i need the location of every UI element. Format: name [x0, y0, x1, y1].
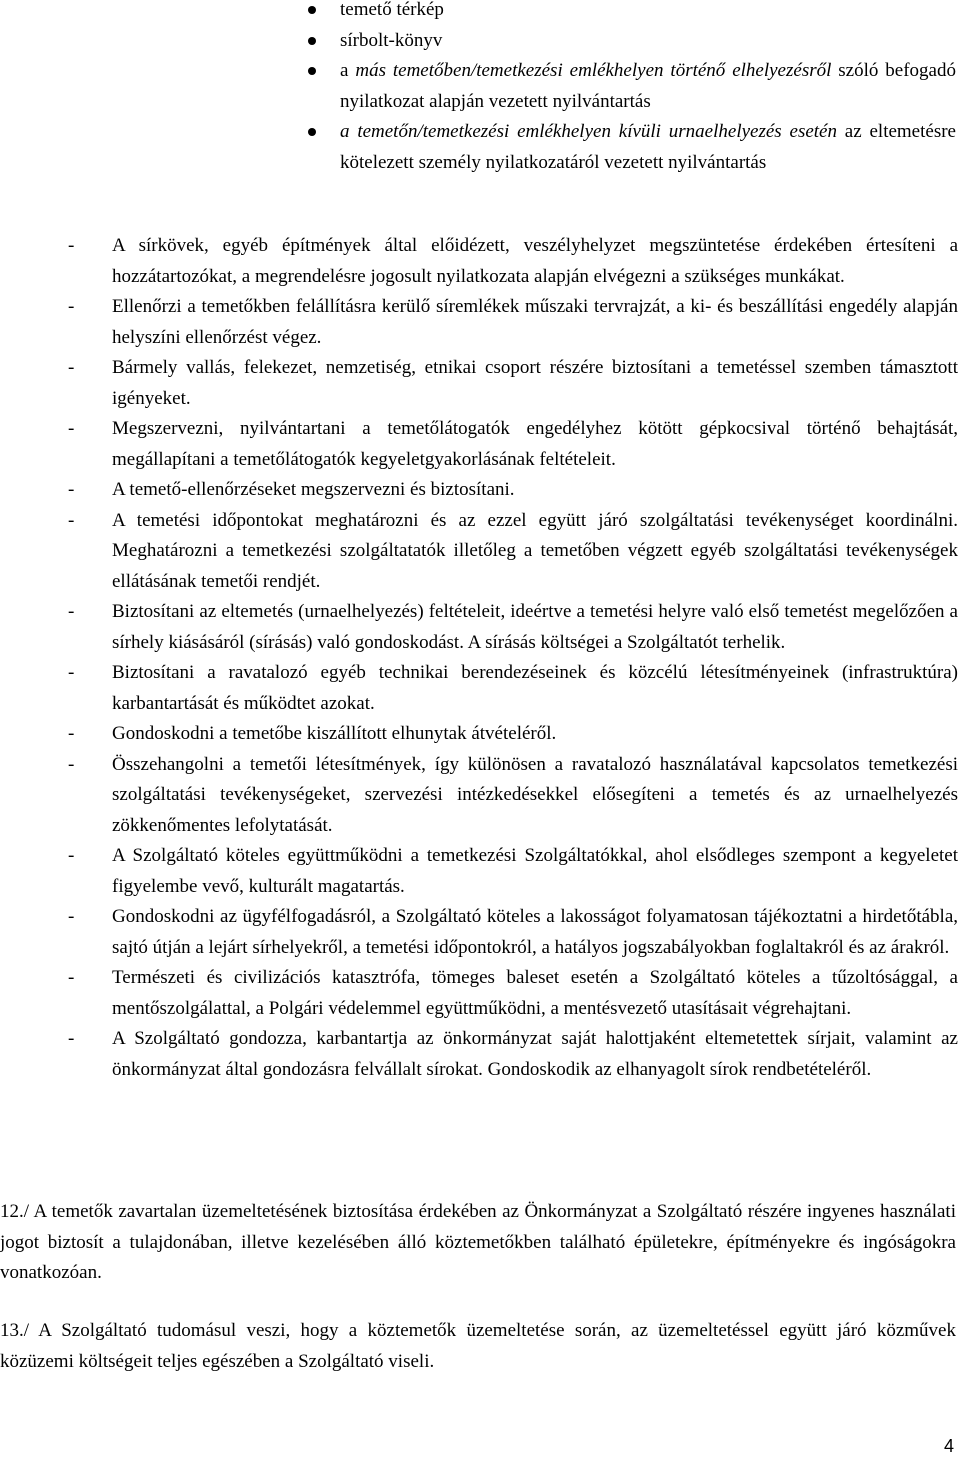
- dash-item-text: A temetési időpontokat meghatározni és az ezzel együtt járó szolgáltatási tevékenységet koordinálni. Meghatározni a temetkezési szolgáltatatók illetőleg a temetőben végzett egyéb szolgáltatási tevékenységek ellátásának temetői rendjét.: [112, 509, 958, 592]
- dash-marker: -: [68, 509, 75, 531]
- bullet-item: [340, 117, 956, 178]
- bullet-text-italic: más temetőben/temetkezési emlékhelyen történő elhelyezésről: [355, 60, 832, 81]
- paragraph-12: 12./ A temetők zavartalan üzemeltetésének biztosítása érdekében az Önkormányzat a Szolgáltató részére ingyenes használati jogot biztosít a tulajdonában, illetve kezelésében álló köztemetőkben található épületekre, építményekre és ingóságokra vonatkozóan.: [0, 1201, 956, 1283]
- dash-marker: -: [68, 296, 75, 317]
- dash-marker: -: [68, 601, 75, 622]
- bullet-list: [340, 0, 956, 178]
- dash-item-text: Összehangolni a temetői létesítmények, így különösen a ravatalozó használatával kapcsolatos temetkezési szolgáltatási tevékenységeket, szervezési intézkedésekkel elősegíteni a temetés és az urnaelhelyezés zökkenőmentes lefolytatását.: [112, 753, 958, 836]
- dash-item: [0, 963, 960, 1024]
- bullet-dot-icon: [308, 6, 316, 14]
- dash-item-text: Természeti és civilizációs katasztrófa, tömeges baleset esetén a Szolgáltató köteles a tűzoltósággal, a mentőszolgálattal, a Polgári védelemmel együttműködni, a mentésvezető utasításait végrehajtani.: [112, 967, 958, 1019]
- bullet-item: [340, 56, 956, 117]
- bullet-text: sírbolt-könyv: [340, 29, 443, 51]
- dash-marker: -: [68, 662, 75, 683]
- bullet-text-post: szóló befogadó nyilatkozat alapján vezetett nyilvántartás: [340, 60, 956, 112]
- bullet-text-italic: a temetőn/temetkezési emlékhelyen kívüli urnaelhelyezés esetén: [340, 121, 837, 142]
- bullet-item: [340, 26, 956, 57]
- bullet-text-post: az eltemetésre kötelezett személy nyilatkozatáról vezetett nyilvántartás: [340, 121, 956, 173]
- dash-marker: -: [68, 479, 75, 500]
- dash-marker: -: [68, 753, 75, 775]
- dash-item-text: A Szolgáltató köteles együttműködni a temetkezési Szolgáltatókkal, ahol elsődleges szempont a kegyeletet figyelembe vevő, kulturált magatartás.: [112, 845, 958, 897]
- dash-item: [0, 292, 960, 353]
- dash-item: [0, 750, 960, 842]
- dash-marker: -: [68, 1028, 75, 1049]
- dash-item: [0, 902, 960, 963]
- dash-item-text: A temető-ellenőrzéseket megszervezni és biztosítani.: [112, 479, 515, 500]
- dash-item: [0, 1024, 960, 1085]
- page-number: 4: [943, 1436, 954, 1456]
- dash-marker: -: [68, 967, 75, 988]
- dash-marker: -: [68, 235, 75, 256]
- bullet-dot-icon: [308, 67, 316, 75]
- dash-item-text: Bármely vallás, felekezet, nemzetiség, etnikai csoport részére biztosítani a temetéssel szemben támasztott igényeket.: [112, 357, 958, 409]
- dash-item: [0, 506, 960, 598]
- dash-item-text: Gondoskodni az ügyfélfogadásról, a Szolgáltató köteles a lakosságot folyamatosan tájékoztatni a hirdetőtábla, sajtó útján a lejárt sírhelyekről, a temetési időpontokról, a hatályos jogszabályokban foglaltakról és az árakról.: [112, 906, 958, 958]
- dash-list: [0, 231, 960, 1085]
- dash-item: [0, 841, 960, 902]
- dash-marker: -: [68, 845, 75, 866]
- dash-item: [0, 597, 960, 658]
- dash-item-text: A sírkövek, egyéb építmények által előidézett, veszélyhelyzet megszüntetése érdekében értesíteni a hozzátartozókat, a megrendelésre jogosult nyilatkozata alapján elvégezni a szükséges munkákat.: [112, 235, 958, 287]
- bullet-text-pre: a: [340, 60, 356, 81]
- dash-item-text: Ellenőrzi a temetőkben felállításra kerülő síremlékek műszaki tervrajzát, a ki- és beszállítási engedély alapján helyszíni ellenőrzést végez.: [112, 296, 958, 348]
- dash-item-text: Megszervezni, nyilvántartani a temetőlátogatók engedélyhez kötött gépkocsival történő behajtását, megállapítani a temetőlátogatók kegyeletgyakorlásának feltételeit.: [112, 418, 958, 470]
- dash-item: [0, 658, 960, 719]
- dash-item: [0, 353, 960, 414]
- bullet-item: [340, 0, 956, 26]
- bullet-dot-icon: [308, 37, 316, 45]
- dash-marker: -: [68, 357, 75, 378]
- dash-item-text: Biztosítani az eltemetés (urnaelhelyezés) feltételeit, ideértve a temetési helyre való első temetést megelőzően a sírhely kiásásáról (sírásás) való gondoskodást. A sírásás költségei a Szolgáltatót terhelik.: [112, 601, 958, 653]
- paragraph-13: 13./ A Szolgáltató tudomásul veszi, hogy a köztemetők üzemeltetése során, az üzemeltetéssel együtt járó közművek közüzemi költségeit teljes egészében a Szolgáltató viseli.: [0, 1320, 956, 1372]
- dash-item: [0, 231, 960, 292]
- dash-marker: -: [68, 418, 75, 439]
- dash-item: [0, 414, 960, 475]
- bullet-dot-icon: [308, 128, 316, 136]
- dash-item-text: Biztosítani a ravatalozó egyéb technikai berendezéseinek és közcélú létesítményeinek (infrastruktúra) karbantartását és működtet azokat.: [112, 662, 958, 714]
- dash-marker: -: [68, 906, 75, 927]
- bullet-text: temető térkép: [340, 0, 444, 20]
- dash-item: [0, 719, 960, 750]
- dash-item-text: Gondoskodni a temetőbe kiszállított elhunytak átvételéről.: [112, 723, 557, 744]
- dash-item-text: A Szolgáltató gondozza, karbantartja az önkormányzat saját halottjaként eltemetettek sírjait, valamint az önkormányzat által gondozásra felvállalt sírokat. Gondoskodik az elhanyagolt sírok rendbetételéről.: [112, 1028, 958, 1080]
- dash-item: [0, 475, 960, 506]
- dash-marker: -: [68, 723, 75, 744]
